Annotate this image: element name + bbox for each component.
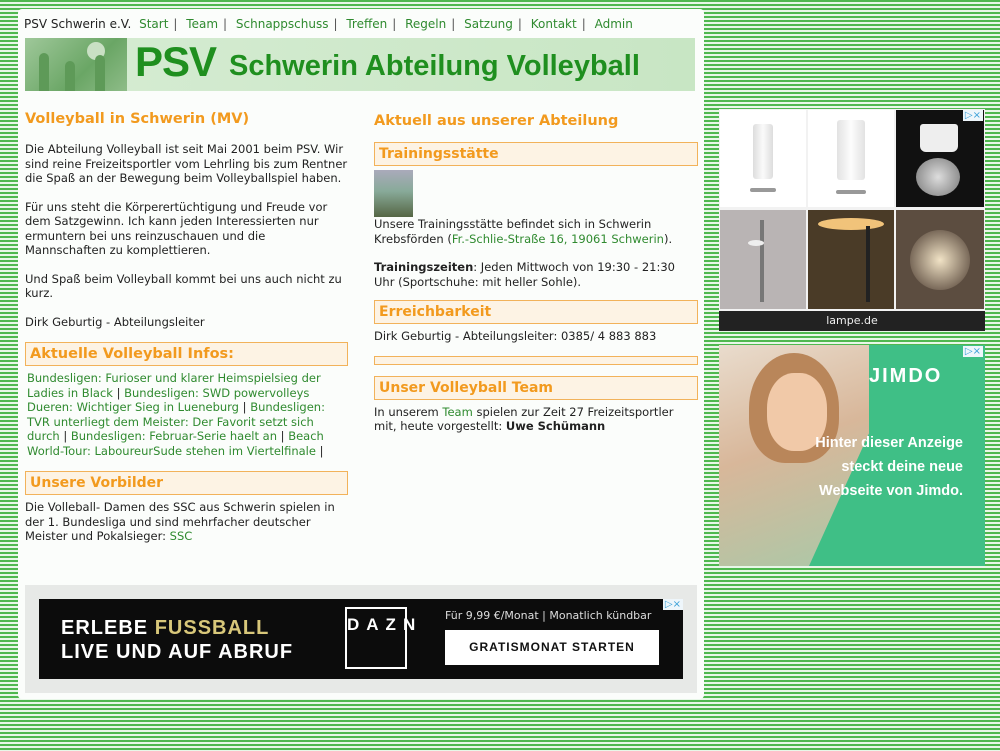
training-times-value: : Jeden Mittwoch von 19:30 - 21:30 Uhr (Sportschuhe: mit heller Sohle).	[374, 260, 675, 289]
jimdo-message: Hinter dieser Anzeige steckt deine neue Webseite von Jimdo.	[815, 435, 963, 499]
dazn-offer: Für 9,99 €/Monat | Monatlich kündbar	[445, 609, 652, 622]
reach-heading: Erreichbarkeit	[374, 300, 698, 324]
lamp-image-3	[896, 110, 984, 207]
nav-link-schnappschuss[interactable]: Schnappschuss	[235, 17, 329, 31]
infos-list	[25, 371, 349, 458]
info-sep: |	[63, 429, 68, 443]
nav-link-regeln[interactable]: Regeln	[405, 17, 447, 31]
lamp-image-5	[808, 210, 894, 309]
info-link[interactable]: Bundesligen: Furioser und klarer Heimspielsieg der Ladies in Black	[27, 371, 321, 400]
info-sep: |	[242, 400, 247, 414]
info-link[interactable]: Bundesligen: TVR unterliegt dem Meister: Der Favorit setzt sich durch	[27, 400, 325, 443]
training-text-end: ).	[663, 231, 673, 246]
adchoices-icon[interactable]: ▷×	[664, 599, 681, 610]
jimdo-ad[interactable]	[719, 345, 985, 566]
jimdo-logo: JIMDO	[869, 365, 943, 387]
left-column	[25, 111, 349, 544]
dazn-ad[interactable]	[39, 599, 683, 679]
site-name: PSV Schwerin e.V.	[24, 17, 132, 31]
nav-link-kontakt[interactable]: Kontakt	[530, 17, 577, 31]
vorbilder-paragraph: Die Volleball- Damen des SSC aus Schwerin spielen in der 1. Bundesliga und sind mehrfacher deutscher Meister und Pokalsieger:	[25, 500, 335, 543]
team-text-b: spielen zur Zeit 27 Freizeitsportler mit, heute vorgestellt:	[374, 404, 674, 433]
nav-link-treffen[interactable]: Treffen	[346, 17, 388, 31]
training-times	[374, 260, 698, 289]
team-link[interactable]: Team	[442, 404, 473, 419]
nav-link-satzung[interactable]: Satzung	[464, 17, 513, 31]
news-heading: Aktuell aus unserer Abteilung	[374, 113, 619, 129]
dazn-line-1	[61, 617, 269, 640]
content-panel	[18, 9, 704, 699]
dazn-line-1b: FUSSBALL	[154, 617, 270, 639]
training-heading: Trainingsstätte	[374, 142, 698, 166]
bottom-ad-container	[25, 585, 697, 693]
intro-heading: Volleyball in Schwerin (MV)	[25, 111, 250, 127]
training-location: Unsere Trainingsstätte befindet sich in Schwerin Krebsförden (	[374, 217, 652, 246]
intro-signature: Dirk Geburtig - Abteilungsleiter	[25, 314, 205, 329]
dazn-cta-button[interactable]: GRATISMONAT STARTEN	[445, 630, 659, 665]
vorbilder-text	[25, 500, 349, 544]
team-text	[374, 405, 698, 434]
nav-link-team[interactable]: Team	[186, 17, 219, 31]
intro-paragraph-3: Und Spaß beim Volleyball kommt bei uns auch nicht zu kurz.	[25, 271, 342, 300]
intro-paragraph-1: Die Abteilung Volleyball ist seit Mai 2001 beim PSV. Wir sind reine Freizeitsportler vom Lehrling bis zum Rentner die Spaß an der Bewegung beim Volleyballspiel haben.	[25, 142, 348, 185]
info-sep: |	[280, 429, 285, 443]
adchoices-icon[interactable]: ▷×	[964, 346, 981, 357]
address-link[interactable]: Fr.-Schlie-Straße 16, 19061 Schwerin	[451, 231, 664, 246]
nav-link-admin[interactable]: Admin	[594, 17, 633, 31]
training-times-label: Trainingszeiten	[374, 260, 474, 274]
banner-title-psv: PSV	[135, 38, 217, 85]
info-link[interactable]: Bundesligen: SWD powervolleys Dueren: Wichtiger Sieg in Lueneburg	[27, 385, 310, 414]
info-sep: |	[319, 443, 324, 458]
header-banner	[25, 38, 695, 91]
lampe-footer: lampe.de	[719, 311, 985, 331]
right-column	[374, 113, 698, 434]
intro-paragraph-2: Für uns steht die Körperertüchtigung und Freude vor dem Satzgewinn. Ich kann jeden Interessierten nur ermuntern bei uns reinzuschauen und die Mannschaften zu komplettieren.	[25, 199, 328, 257]
info-sep: |	[116, 385, 121, 400]
dazn-logo: DAZN	[345, 607, 407, 669]
top-navigation: PSV Schwerin e.V. Start | Team | Schnappschuss | Treffen | Regeln | Satzung | Kontakt | Admin	[24, 17, 633, 31]
lamp-image-1	[720, 110, 806, 207]
info-link[interactable]: Beach World-Tour: LaboureurSude stehen im Viertelfinale	[27, 429, 324, 458]
reach-text: Dirk Geburtig - Abteilungsleiter: 0385/ 4 883 883	[374, 329, 657, 343]
adchoices-icon[interactable]: ▷×	[964, 110, 981, 121]
info-link[interactable]: Bundesligen: Februar-Serie haelt an	[70, 429, 277, 443]
infos-heading: Aktuelle Volleyball Infos:	[25, 342, 348, 366]
lamp-image-4	[720, 210, 806, 309]
lamp-image-2	[808, 110, 894, 207]
team-heading: Unser Volleyball Team	[374, 376, 698, 400]
volleyball-photo	[25, 38, 127, 91]
ssc-link[interactable]: SSC	[169, 529, 193, 543]
empty-section-box	[374, 356, 698, 365]
dazn-line-2: LIVE UND AUF ABRUF	[61, 641, 294, 663]
team-text-a: In unserem	[374, 404, 439, 419]
dazn-line-1a: ERLEBE	[61, 617, 149, 639]
featured-player: Uwe Schümann	[505, 419, 606, 433]
banner-title-rest: Schwerin Abteilung Volleyball	[229, 50, 640, 82]
nav-link-start[interactable]: Start	[139, 17, 169, 31]
lamp-image-6	[896, 210, 984, 309]
gym-photo	[374, 170, 413, 217]
vorbilder-heading: Unsere Vorbilder	[25, 471, 348, 495]
lampe-ad[interactable]	[719, 109, 985, 331]
training-text	[374, 217, 698, 246]
